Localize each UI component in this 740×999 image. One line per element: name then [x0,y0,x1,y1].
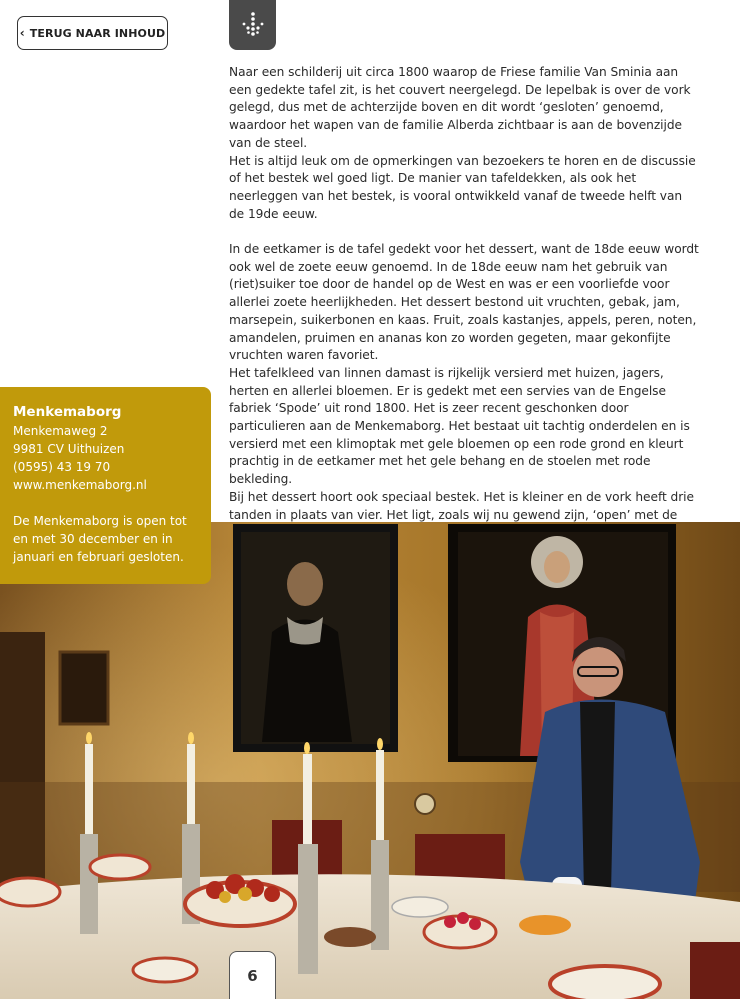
museum-info-box [0,387,211,584]
article-body [229,64,701,577]
article-paragraph: Het is altijd leuk om de opmerkingen van bezoekers te horen en de discussie of het bestek wel goed ligt. De manier van tafeldekken, als ook het neerleggen van het bestek, is vooral ontwikkeld vanaf de tweede helft van de 19de eeuw. [229,153,696,221]
article-paragraph: Naar een schilderij uit circa 1800 waarop de Friese familie Van Sminia aan een gedekte tafel zit, is het couvert neergelegd. De lepelbak is over de vork gelegd, dus met de achterzijde boven en dit wordt ‘gesloten’ genoemd, waardoor het wapen van de familie Alberda zichtbaar is aan de bovenzijde van de steel. [229,65,691,150]
article-paragraph: In de eetkamer is de tafel gedekt voor het dessert, want de 18de eeuw wordt ook wel de zoete eeuw genoemd. In de 18de eeuw nam het gebruik van (riet)suiker toe door de handel op de West en was er een voorliefde voor allerlei zoete heerlijkheden. Het dessert bestond uit vruchten, gebak, jam, marsepein, suikerbonen en kaas. Fruit, zoals kastanjes, appels, peren, noten, amandelen, pruimen en ananas kon zo worden gegeten, maar gekonfijte vruchten waren favoriet. [229,242,699,363]
page-number: 6 [229,951,276,999]
museum-city: 9981 CV Uithuizen [13,442,125,456]
back-to-contents-label: TERUG NAAR INHOUD [29,26,166,40]
back-to-contents-button[interactable] [17,16,168,50]
museum-opening-notice: De Menkemaborg is open tot en met 30 december en in januari en februari gesloten. [13,514,187,564]
museum-name: Menkemaborg [13,404,122,420]
top-navigation-tab[interactable] [229,0,276,50]
dining-room-photo [0,522,740,999]
chevron-left-icon: ‹ [19,26,25,40]
museum-website-link[interactable]: www.menkemaborg.nl [13,478,147,492]
article-paragraph: Bij het dessert hoort ook speciaal bestek. Het is kleiner en de vork heeft drie tanden in plaats van vier. Het ligt, zoals wij nu gewend zijn, ‘open’ met de [229,489,694,522]
museum-street: Menkemaweg 2 [13,424,108,438]
dotted-arrow-down-icon [240,11,266,39]
article-paragraph: Het tafelkleed van linnen damast is rijkelijk versierd met huizen, jagers, herten en allerlei bloemen. Er is gedekt met een servies van de Engelse fabriek ‘Spode’ uit rond 1800. Het is zeer recent geschonken door particulieren aan de Menkemaborg. Het bestaat uit tachtig onderdelen en is versierd met een klimoptak met gele bloemen op een rode grond en kleurt prachtig in de eetkamer met het gele behang en de stoelen met rode bekleding. [229,365,690,487]
museum-phone: (0595) 43 19 70 [13,460,111,474]
